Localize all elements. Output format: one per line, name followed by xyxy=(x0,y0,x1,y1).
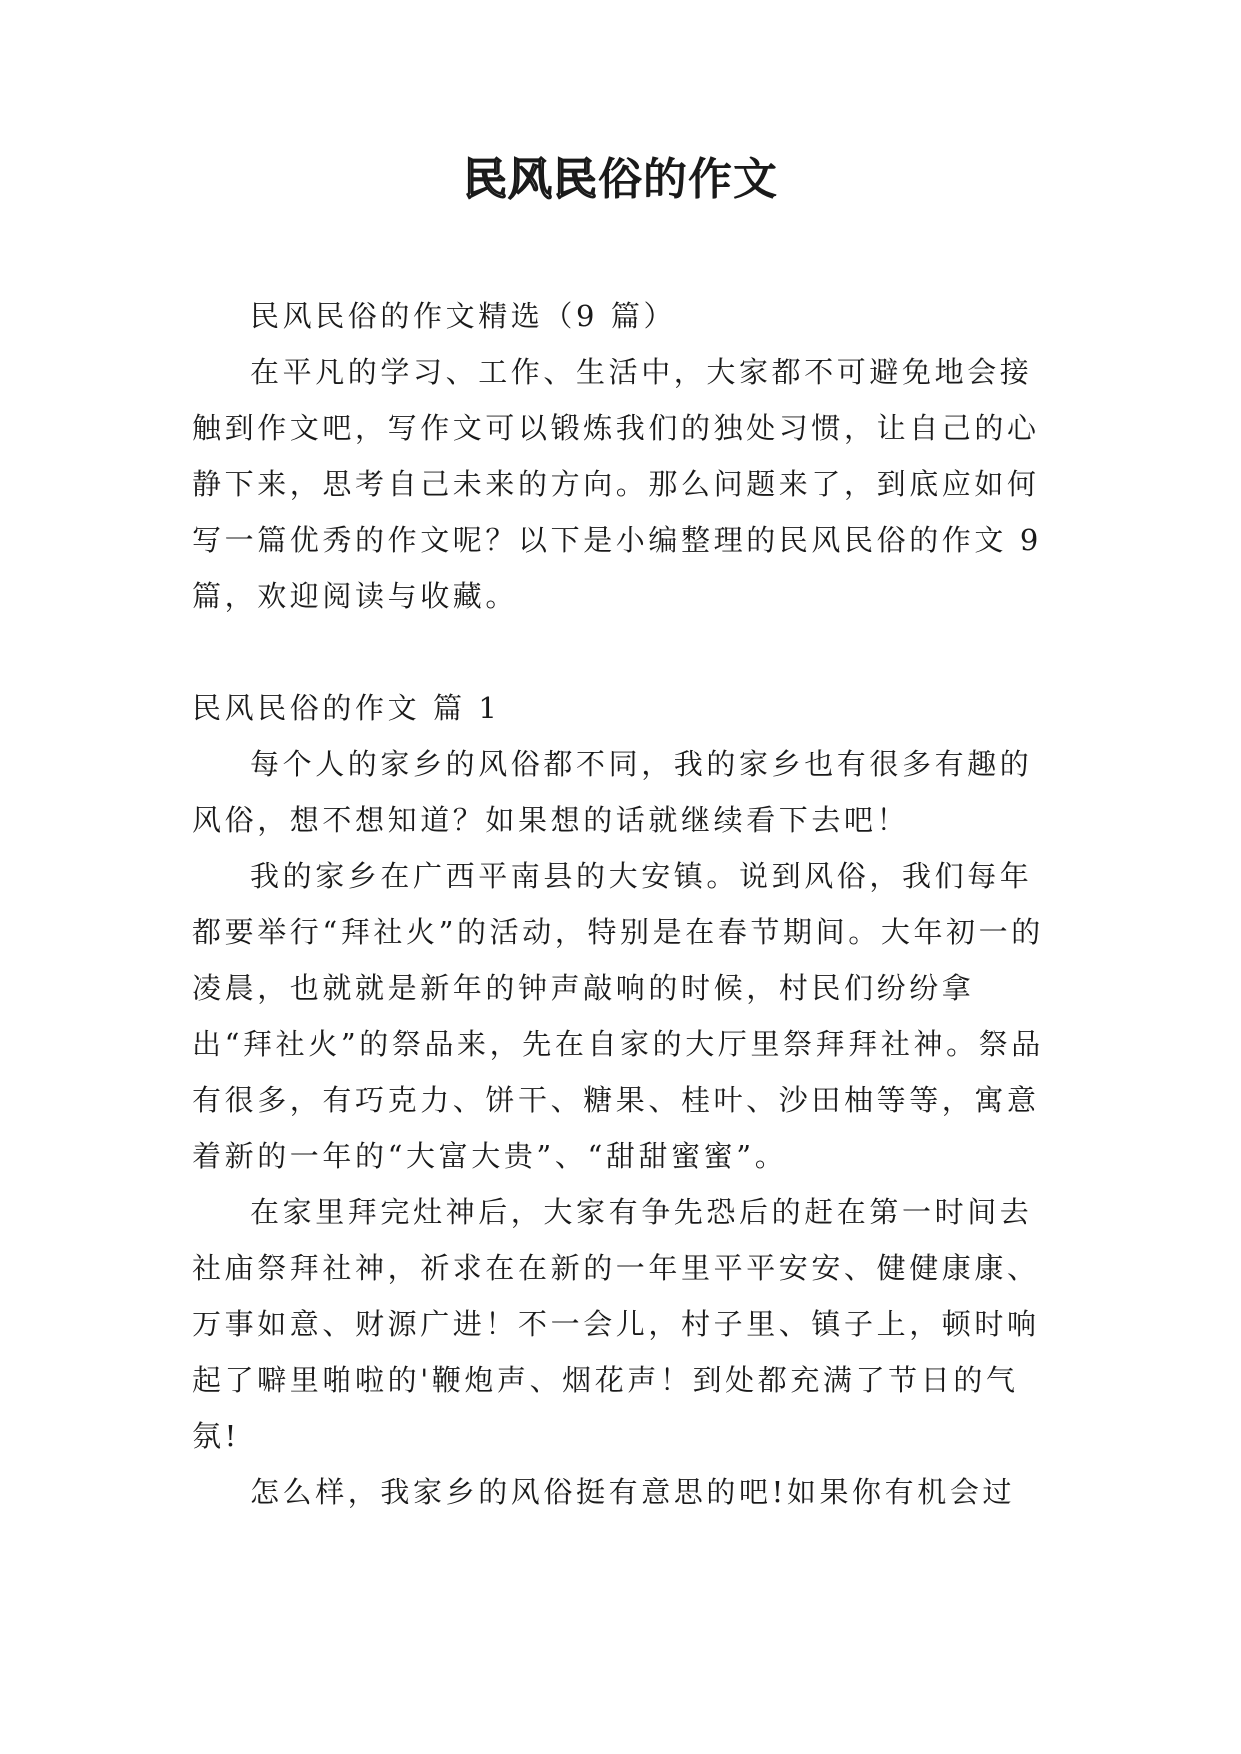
paragraph: 在家里拜完灶神后，大家有争先恐后的赶在第一时间去社庙祭拜社神，祈求在在新的一年里平平安安、健健康康、万事如意、财源广进！不一会儿，村子里、镇子上，顿时响起了噼里啪啦的'鞭炮声、烟花声！到处都充满了节日的气氛! xyxy=(192,1195,1040,1453)
paragraph: 我的家乡在广西平南县的大安镇。说到风俗，我们每年都要举行“拜社火”的活动，特别是在春节期间。大年初一的凌晨，也就就是新年的钟声敲响的时候，村民们纷纷拿出“拜社火”的祭品来，先在自家的大厅里祭拜拜社神。祭品有很多，有巧克力、饼干、糖果、桂叶、沙田柚等等，寓意着新的一年的“大富大贵”、“甜甜蜜蜜”。 xyxy=(192,859,1044,1173)
essay-heading: 民风民俗的作文 篇 1 xyxy=(192,691,501,725)
paragraph: 怎么样，我家乡的风俗挺有意思的吧!如果你有机会过 xyxy=(250,1475,1016,1509)
subtitle: 民风民俗的作文精选（9 篇） xyxy=(250,299,677,333)
title-part-2: 民 xyxy=(553,154,598,205)
document-title xyxy=(0,150,1241,210)
title-part-3: 俗的作文 xyxy=(598,154,778,205)
document-body xyxy=(192,288,1052,1520)
title-part-1: 民风 xyxy=(463,154,553,205)
section-spacer xyxy=(192,624,1052,680)
intro-paragraph: 在平凡的学习、工作、生活中，大家都不可避免地会接触到作文吧，写作文可以锻炼我们的独处习惯，让自己的心静下来，思考自己未来的方向。那么问题来了，到底应如何写一篇优秀的作文呢？以下是小编整理的民风民俗的作文 9 篇，欢迎阅读与收藏。 xyxy=(192,355,1042,613)
paragraph: 每个人的家乡的风俗都不同，我的家乡也有很多有趣的风俗，想不想知道？如果想的话就继续看下去吧！ xyxy=(192,747,1033,837)
